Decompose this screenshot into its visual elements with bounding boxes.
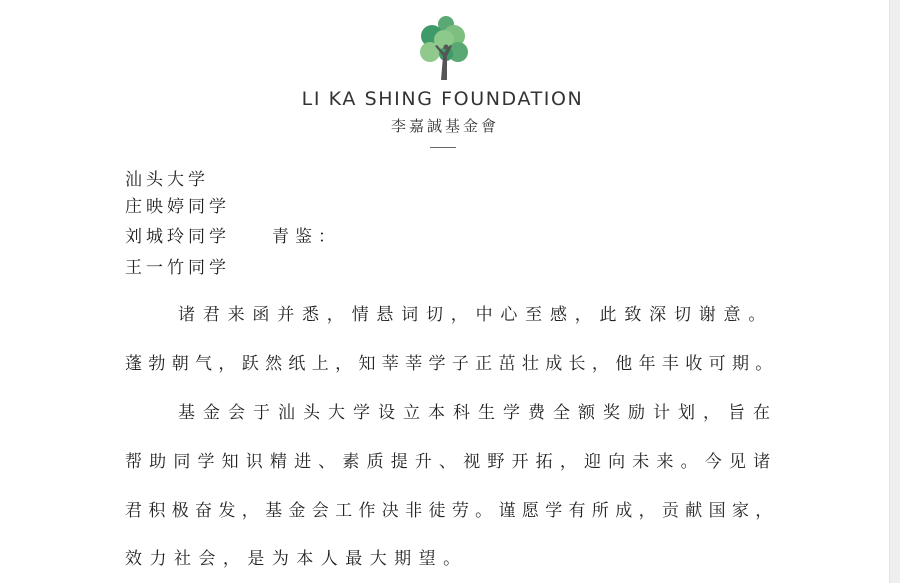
body-line: 基 金 会 于 汕 头 大 学 设 立 本 科 生 学 费 全 额 奖 励 计 划 ， 旨 在	[178, 403, 770, 423]
body-line: 帮 助 同 学 知 识 精 进 、 素 质 提 升 、 视 野 开 拓 ， 迎 向 未 来 。 今 见 诸	[125, 452, 771, 472]
org-name-en: LI KA SHING FOUNDATION	[301, 88, 584, 110]
tree-logo-icon	[416, 14, 472, 82]
addressee: 庄映婷同学	[125, 197, 230, 217]
body-line: 效 力 社 会 ， 是 为 本 人 最 大 期 望 。	[125, 549, 461, 569]
addressee: 王一竹同学	[125, 258, 230, 278]
body-line: 蓬 勃 朝 气 ， 跃 然 纸 上 ， 知 莘 莘 学 子 正 茁 壮 成 长 ， 他 年 丰 收 可 期 。	[125, 354, 773, 374]
salutation: 青鉴：	[272, 227, 341, 247]
body-line: 诸 君 来 函 并 悉 ， 情 悬 词 切 ， 中 心 至 感 ， 此 致 深 切 谢 意 。	[178, 305, 766, 325]
divider	[430, 147, 456, 148]
org-name-zh: 李嘉誠基金會	[390, 117, 499, 135]
body-line: 君 积 极 奋 发 ， 基 金 会 工 作 决 非 徒 劳 。 谨 愿 学 有 所 成 ， 贡 献 国 家 ，	[125, 501, 773, 521]
addressee: 刘城玲同学	[125, 227, 230, 247]
addressee: 汕头大学	[125, 170, 209, 190]
scrollbar[interactable]	[889, 0, 900, 583]
